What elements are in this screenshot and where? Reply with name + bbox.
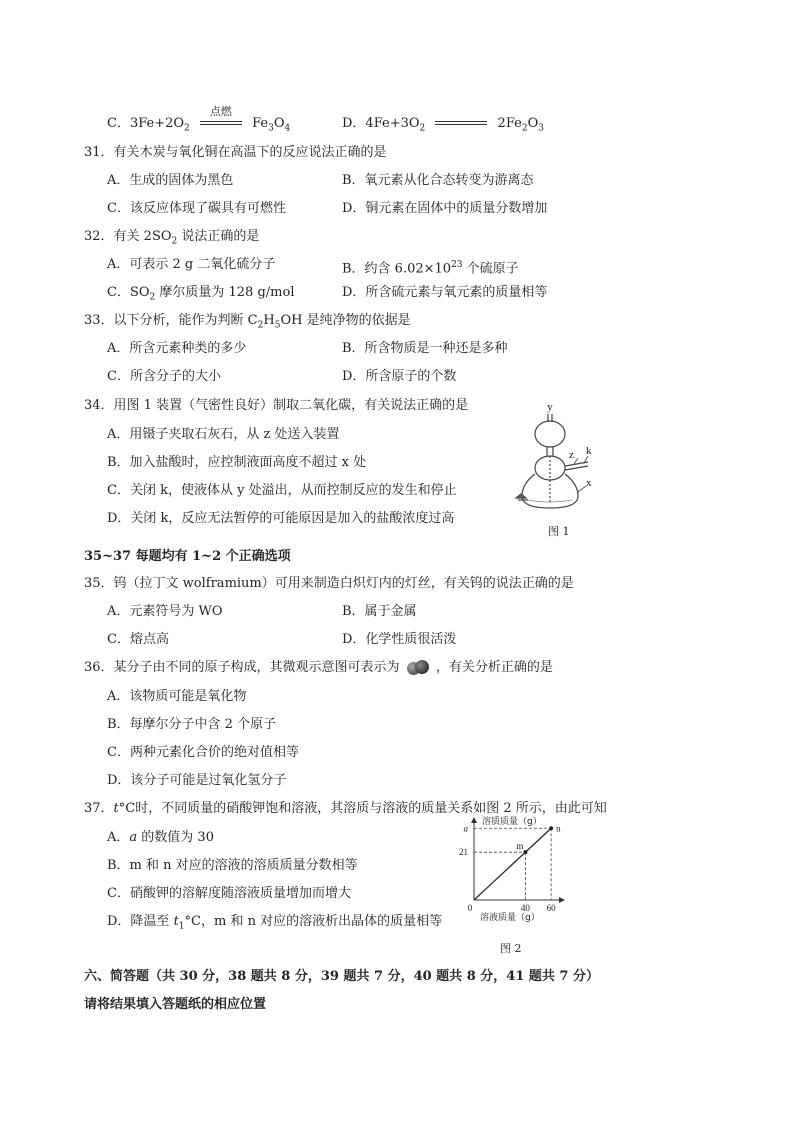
q32-c-post: 摩尔质量为 128 g/mol	[155, 285, 295, 300]
label-k: k	[586, 445, 592, 457]
q33-sub2: 5	[274, 320, 281, 331]
q36-stem-post: ，有关分析正确的是	[435, 660, 553, 675]
x-tick-label: 40	[520, 903, 530, 913]
y-tick-label: 21	[459, 847, 468, 858]
reaction-arrow-ignite	[200, 104, 242, 131]
q33-stem-text: 33．以下分析，能作为判断 C	[84, 313, 258, 328]
section-note: 35~37 每题均有 1~2 个正确选项	[84, 549, 291, 564]
q30-c-product-sub1: 3	[268, 123, 274, 134]
q32-option-a: A．可表示 2 g 二氧化硫分子	[107, 257, 276, 272]
q30-d-sub: 2	[419, 123, 426, 134]
point-n	[549, 826, 553, 830]
q34-option-d: D．关闭 k，反应无法暂停的可能原因是加入的盐酸浓度过高	[107, 511, 455, 526]
series-line	[474, 828, 551, 900]
q30-c-product-o: O	[273, 116, 285, 131]
q37-d-t: t	[173, 914, 179, 929]
reaction-arrow-equal	[435, 117, 487, 131]
q30-c-product-sub2: 4	[284, 123, 291, 134]
figure1-caption: 图 1	[548, 525, 570, 538]
q30-c-text: C．3Fe+2O	[107, 116, 185, 131]
q32-stem-post: 说法正确的是	[177, 229, 260, 244]
q35-stem: 35．钨（拉丁文 wolframium）可用来制造白炽灯内的灯丝，有关钨的说法正确的是	[84, 576, 574, 591]
figure2-caption: 图 2	[500, 942, 522, 955]
x-tick-label: 60	[546, 903, 556, 913]
q33-mid: H	[263, 313, 275, 328]
x-axis-label: 溶液质量（g）	[480, 913, 540, 923]
q31-option-d: D．铜元素在固体中的质量分数增加	[342, 201, 548, 216]
q37-t: t	[113, 801, 119, 816]
q36-option-c: C．两种元素化合价的绝对值相等	[107, 745, 299, 760]
section6-title: 六、简答题（共 30 分，38 题共 8 分，39 题共 7 分，40 题共 8 分，41 题共 7 分）	[84, 969, 599, 984]
q37-d-pre: D．降温至	[107, 914, 174, 929]
q34-option-b: B．加入盐酸时，应控制液面高度不超过 x 处	[107, 455, 367, 470]
q30-d-product: 2Fe	[497, 116, 522, 131]
q30-option-c	[107, 104, 291, 138]
q33-option-a: A．所含元素种类的多少	[107, 341, 247, 356]
y-tick-label: a	[463, 823, 468, 834]
q32-option-c	[107, 284, 294, 307]
q32-c-text: C．SO	[107, 285, 150, 300]
q32-c-sub: 2	[149, 292, 156, 303]
q37-option-c: C．硝酸钾的溶解度随溶液质量增加而增大	[107, 886, 351, 901]
q35-option-b: B．属于金属	[342, 604, 417, 619]
q37-option-d	[107, 913, 442, 936]
q31-option-c: C．该反应体现了碳具有可燃性	[107, 201, 286, 216]
q30-d-product-sub2: 3	[538, 123, 544, 134]
q36-option-b: B．每摩尔分子中含 2 个原子	[107, 717, 277, 732]
q35-option-d: D．化学性质很活泼	[342, 632, 457, 647]
q35-option-a: A．元素符号为 WO	[107, 604, 223, 619]
q36-option-d: D．该分子可能是过氧化氢分子	[107, 773, 287, 788]
section6-note: 请将结果填入答题纸的相应位置	[84, 997, 267, 1012]
q37-d-post: °C，m 和 n 对应的溶液析出晶体的质量相等	[184, 914, 443, 929]
q30-c-product: Fe	[252, 116, 269, 131]
q30-c-sub: 2	[184, 123, 190, 134]
q37-num: 37．	[84, 801, 114, 816]
diatomic-molecule-icon	[407, 660, 429, 676]
label-y: y	[547, 401, 553, 413]
x-tick-label: 0	[467, 903, 473, 913]
q36-option-a: A．该物质可能是氧化物	[107, 689, 247, 704]
q33-option-d: D．所含原子的个数	[342, 369, 457, 384]
q32-b-text: B．约含 6.02×10	[342, 261, 452, 277]
q36-stem	[84, 659, 553, 677]
q34-stem: 34．用图 1 装置（气密性良好）制取二氧化碳，有关说法正确的是	[84, 398, 469, 413]
q31-stem: 31．有关木炭与氧化铜在高温下的反应说法正确的是	[84, 145, 387, 160]
q32-b-sup: 23	[451, 260, 463, 270]
q30-d-text: D．4Fe+3O	[342, 116, 420, 131]
q34-option-a: A．用镊子夹取石灰石，从 z 处送入装置	[107, 427, 340, 442]
q32-stem-sub: 2	[171, 236, 178, 247]
label-x: x	[586, 477, 592, 489]
q35-option-c: C．熔点高	[107, 632, 169, 647]
q33-stem	[84, 312, 411, 335]
q37-option-b: B．m 和 n 对应的溶液的溶质质量分数相等	[107, 858, 358, 873]
q33-option-c: C．所含分子的大小	[107, 369, 221, 384]
q33-sub1: 2	[257, 320, 264, 331]
figure2-chart	[452, 812, 572, 924]
q32-option-b	[342, 256, 519, 278]
reaction-condition: 点燃	[209, 104, 232, 118]
q34-option-c: C．关闭 k，使液体从 y 处溢出，从而控制反应的发生和停止	[107, 483, 457, 498]
point-label-m: m	[516, 841, 524, 852]
figure1-apparatus	[508, 400, 608, 518]
q37-a-post: 的数值为 30	[137, 830, 214, 845]
q36-stem-text: 36．某分子由不同的原子构成，其微观示意图可表示为	[84, 660, 400, 675]
q30-d-product-o: O	[527, 116, 539, 131]
q37-stem-text: °C时，不同质量的硝酸钾饱和溶液，其溶质与溶液的质量关系如图 2 所示，由此可知	[118, 801, 607, 816]
q30-d-product-sub1: 2	[521, 123, 528, 134]
q37-a-pre: A．	[107, 830, 130, 845]
q32-stem	[84, 228, 259, 251]
q30-option-d	[342, 115, 544, 138]
q33-stem-post: OH 是纯净物的依据是	[280, 313, 411, 328]
q32-option-d: D．所含硫元素与氧元素的质量相等	[342, 285, 548, 300]
q32-stem-text: 32．有关 2SO	[84, 229, 172, 244]
q37-option-a	[107, 829, 214, 847]
point-m	[523, 850, 527, 854]
label-z: z	[569, 449, 574, 461]
q31-option-a: A．生成的固体为黑色	[107, 173, 234, 188]
y-axis-label: 溶质质量（g）	[482, 817, 542, 827]
q37-a-var: a	[129, 830, 138, 845]
q32-b-post: 个硫原子	[462, 261, 519, 277]
q31-option-b: B．氧元素从化合态转变为游离态	[342, 173, 534, 188]
q33-option-b: B．所含物质是一种还是多种	[342, 341, 508, 356]
q37-d-sub: 1	[178, 921, 185, 932]
point-label-n: n	[556, 823, 561, 834]
